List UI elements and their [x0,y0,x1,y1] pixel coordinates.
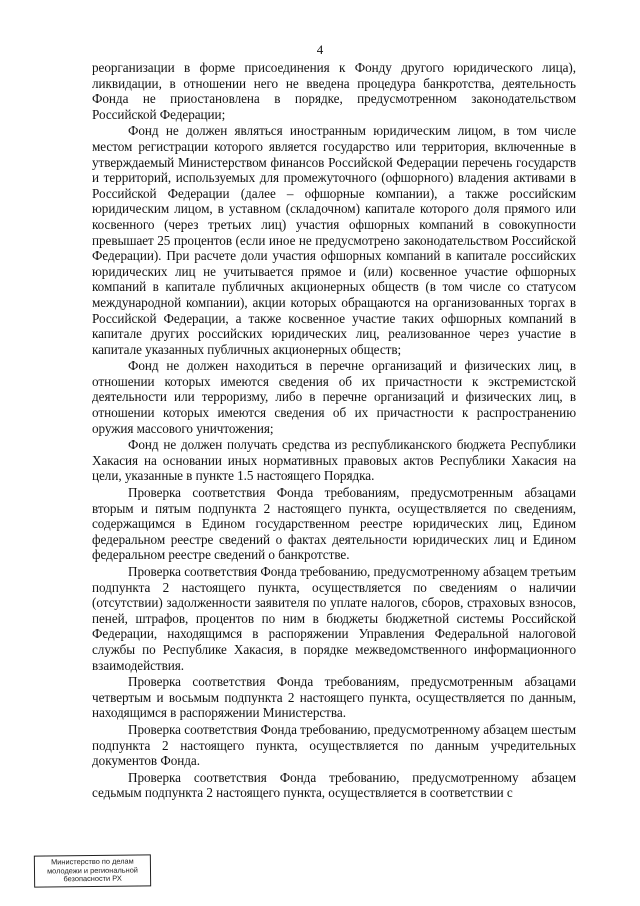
stamp-line: безопасности РХ [63,873,122,884]
stamp-line: молодежи и региональной [47,865,138,876]
page-number: 4 [316,42,324,57]
paragraph-continuation: реорганизации в форме присоединения к Фонду другого юридического лица), ликвидации, в отношении него не введена процедура банкротства, деятельность Фонда не приостановлена в порядке, предусмотренном законодательством Российской Федерации; [92,60,576,122]
paragraph-budget-requirement: Фонд не должен получать средства из республиканского бюджета Республики Хакасия на основании иных нормативных правовых актов Республики Хакасия на цели, указанные в пункте 1.5 настоящего Порядка. [92,437,576,484]
registration-stamp [34,854,151,887]
stamp-line: Министерство по делам [51,856,134,867]
paragraph-extremism-requirement: Фонд не должен находиться в перечне организаций и физических лиц, в отношении которых имеются сведения об их причастности к экстремистской деятельности или терроризму, либо в перечне организаций и физических лиц, в отношении которых имеются сведения об их причастности к распространению оружия массового уничтожения; [92,358,576,436]
paragraph-check-tax-debt: Проверка соответствия Фонда требованию, предусмотренному абзацем третьим подпункта 2 настоящего пункта, осуществляется по сведениям о наличии (отсутствии) задолженности заявителя по уплате налогов, сборов, страховых взносов, пеней, штрафов, процентов по ним в бюджеты бюджетной системы Российской Федерации, находящимся в распоряжении Управления Федеральной налоговой службы по Республике Хакасия, в порядке межведомственного информационного взаимодействия. [92,564,577,673]
paragraph-offshore-requirement: Фонд не должен являться иностранным юридическим лицом, в том числе местом регистрации которого является государство или территория, включенные в утверждаемый Министерством финансов Российской Федерации перечень государств и территорий, используемых для промежуточного (офшорного) владения активами в Российской Федерации (далее – офшорные компании), а также российским юридическим лицом, в уставном (складочном) капитале которого доля прямого или косвенного (через третьих лиц) участия офшорных компаний в совокупности превышает 25 процентов (если иное не предусмотрено законодательством Российской Федерации). При расчете доли участия офшорных компаний в капитале российских юридических лиц не учитывается прямое и (или) косвенное участие офшорных компаний в капитале публичных акционерных обществ (в том числе со статусом международной компании), акции которых обращаются на организованных торгах в Российской Федерации, а также косвенное участие таких офшорных компаний в капитале других российских юридических лиц, реализованное через участие в капитале указанных публичных акционерных обществ; [92,123,576,357]
paragraph-check-founding-docs: Проверка соответствия Фонда требованию, предусмотренному абзацем шестым подпункта 2 настоящего пункта, осуществляется по данным учредительных документов Фонда. [92,721,576,769]
document-body [92,60,576,802]
paragraph-check-registers: Проверка соответствия Фонда требованиям, предусмотренным абзацами вторым и пятым подпункта 2 настоящего пункта, осуществляется по сведениям, содержащимся в Едином государственном реестре юридических лиц, Едином федеральном реестре сведений о фактах деятельности юридических лиц и Едином федеральном реестре сведений о банкротстве. [92,485,576,563]
paragraph-check-ministry-data: Проверка соответствия Фонда требованиям, предусмотренным абзацами четвертым и восьмым подпункта 2 настоящего пункта, осуществляется по данным, находящимся в распоряжении Министерства. [92,674,576,721]
paragraph-check-seventh: Проверка соответствия Фонда требованию, предусмотренному абзацем седьмым подпункта 2 настоящего пункта, осуществляется в соответствии с [92,769,576,801]
